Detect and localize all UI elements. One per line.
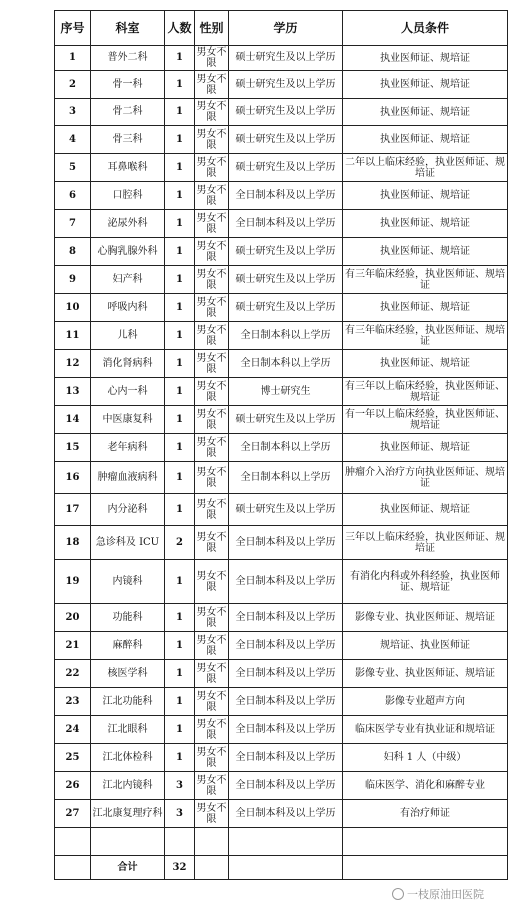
cell-gender: 男女不限 bbox=[195, 350, 229, 378]
cell-gender: 男女不限 bbox=[195, 71, 229, 99]
cell-serial: 6 bbox=[55, 182, 91, 210]
header-headcount: 人数 bbox=[165, 11, 195, 46]
cell-headcount: 1 bbox=[165, 406, 195, 434]
cell-gender: 男女不限 bbox=[195, 210, 229, 238]
cell-department: 呼吸内科 bbox=[91, 294, 165, 322]
total-empty-cell bbox=[343, 856, 508, 880]
total-empty-cell bbox=[195, 856, 229, 880]
cell-serial: 25 bbox=[55, 744, 91, 772]
cell-headcount: 1 bbox=[165, 99, 195, 126]
cell-headcount: 1 bbox=[165, 182, 195, 210]
cell-requirements: 执业医师证、规培证 bbox=[343, 99, 508, 126]
cell-requirements: 妇科 1 人（中级） bbox=[343, 744, 508, 772]
cell-serial: 15 bbox=[55, 434, 91, 462]
cell-department: 骨二科 bbox=[91, 99, 165, 126]
table-row bbox=[55, 210, 508, 238]
total-empty-cell bbox=[229, 856, 343, 880]
header-row bbox=[55, 11, 508, 46]
cell-department: 江北体检科 bbox=[91, 744, 165, 772]
cell-education: 全日制本科及以上学历 bbox=[229, 744, 343, 772]
cell-serial: 7 bbox=[55, 210, 91, 238]
cell-requirements: 有消化内科或外科经验，执业医师证、规培证 bbox=[343, 560, 508, 604]
table-row bbox=[55, 660, 508, 688]
table-row bbox=[55, 434, 508, 462]
cell-department: 核医学科 bbox=[91, 660, 165, 688]
wechat-icon bbox=[392, 888, 404, 900]
cell-requirements: 临床医学、消化和麻醉专业 bbox=[343, 772, 508, 800]
table-row bbox=[55, 294, 508, 322]
cell-headcount: 1 bbox=[165, 688, 195, 716]
header-department: 科室 bbox=[91, 11, 165, 46]
header-gender: 性别 bbox=[195, 11, 229, 46]
cell-gender: 男女不限 bbox=[195, 99, 229, 126]
table-row bbox=[55, 46, 508, 71]
cell-serial: 14 bbox=[55, 406, 91, 434]
cell-gender: 男女不限 bbox=[195, 744, 229, 772]
cell-requirements: 执业医师证、规培证 bbox=[343, 182, 508, 210]
cell-requirements: 有三年以上临床经验，执业医师证、规培证 bbox=[343, 378, 508, 406]
total-label: 合计 bbox=[91, 856, 165, 880]
cell-serial: 4 bbox=[55, 126, 91, 154]
table-row bbox=[55, 632, 508, 660]
cell-headcount: 1 bbox=[165, 744, 195, 772]
cell-serial: 18 bbox=[55, 526, 91, 560]
cell-serial: 21 bbox=[55, 632, 91, 660]
table-body bbox=[55, 46, 508, 880]
cell-gender: 男女不限 bbox=[195, 154, 229, 182]
table-row bbox=[55, 494, 508, 526]
cell-serial: 22 bbox=[55, 660, 91, 688]
cell-serial: 23 bbox=[55, 688, 91, 716]
cell-serial: 20 bbox=[55, 604, 91, 632]
table-row bbox=[55, 266, 508, 294]
cell-department: 口腔科 bbox=[91, 182, 165, 210]
total-row bbox=[55, 856, 508, 880]
cell-requirements: 执业医师证、规培证 bbox=[343, 494, 508, 526]
cell-department: 江北功能科 bbox=[91, 688, 165, 716]
table-row bbox=[55, 99, 508, 126]
cell-requirements: 执业医师证、规培证 bbox=[343, 71, 508, 99]
total-empty-cell bbox=[55, 856, 91, 880]
cell-headcount: 1 bbox=[165, 604, 195, 632]
cell-department: 急诊科及 ICU bbox=[91, 526, 165, 560]
cell-gender: 男女不限 bbox=[195, 462, 229, 494]
cell-gender: 男女不限 bbox=[195, 800, 229, 828]
cell-requirements: 执业医师证、规培证 bbox=[343, 126, 508, 154]
cell-serial: 16 bbox=[55, 462, 91, 494]
cell-headcount: 1 bbox=[165, 210, 195, 238]
cell-department: 麻醉科 bbox=[91, 632, 165, 660]
cell-department: 功能科 bbox=[91, 604, 165, 632]
cell-serial: 27 bbox=[55, 800, 91, 828]
cell-education: 硕士研究生及以上学历 bbox=[229, 46, 343, 71]
cell-requirements: 有三年临床经验，执业医师证、规培证 bbox=[343, 266, 508, 294]
cell-gender: 男女不限 bbox=[195, 632, 229, 660]
cell-requirements: 二年以上临床经验，执业医师证、规培证 bbox=[343, 154, 508, 182]
cell-gender: 男女不限 bbox=[195, 560, 229, 604]
cell-serial: 10 bbox=[55, 294, 91, 322]
cell-education: 全日制本科及以上学历 bbox=[229, 800, 343, 828]
cell-headcount: 1 bbox=[165, 560, 195, 604]
cell-serial: 17 bbox=[55, 494, 91, 526]
cell-education: 全日制本科以上学历 bbox=[229, 322, 343, 350]
cell-department: 江北内镜科 bbox=[91, 772, 165, 800]
table-row bbox=[55, 350, 508, 378]
cell-gender: 男女不限 bbox=[196, 47, 227, 69]
cell-serial: 8 bbox=[55, 238, 91, 266]
cell-education: 硕士研究生及以上学历 bbox=[229, 294, 343, 322]
cell-requirements: 执业医师证、规培证 bbox=[343, 434, 508, 462]
cell-headcount: 3 bbox=[165, 800, 195, 828]
cell-department: 耳鼻喉科 bbox=[91, 154, 165, 182]
cell-education: 全日制本科以上学历 bbox=[229, 434, 343, 462]
cell-headcount: 1 bbox=[165, 462, 195, 494]
cell-department: 骨一科 bbox=[91, 71, 165, 99]
cell-department: 心胸乳腺外科 bbox=[91, 238, 165, 266]
cell-requirements: 影像专业、执业医师证、规培证 bbox=[343, 604, 508, 632]
cell-gender: 男女不限 bbox=[195, 494, 229, 526]
recruitment-table-container bbox=[54, 10, 507, 880]
cell-serial: 2 bbox=[55, 71, 91, 99]
table-row bbox=[55, 322, 508, 350]
table-row bbox=[55, 238, 508, 266]
cell-department: 江北康复理疗科 bbox=[91, 800, 165, 828]
cell-requirements: 临床医学专业有执业证和规培证 bbox=[343, 716, 508, 744]
cell-requirements: 执业医师证、规培证 bbox=[343, 210, 508, 238]
cell-department: 骨三科 bbox=[91, 126, 165, 154]
cell-requirements: 规培证、执业医师证 bbox=[343, 632, 508, 660]
cell-serial: 12 bbox=[55, 350, 91, 378]
table-row bbox=[55, 688, 508, 716]
header-education: 学历 bbox=[229, 11, 343, 46]
cell-headcount: 1 bbox=[165, 378, 195, 406]
cell-serial: 5 bbox=[55, 154, 91, 182]
cell-education: 硕士研究生及以上学历 bbox=[229, 126, 343, 154]
cell-serial: 26 bbox=[55, 772, 91, 800]
cell-department: 妇产科 bbox=[91, 266, 165, 294]
cell-education: 硕士研究生及以上学历 bbox=[229, 99, 343, 126]
cell-department: 消化肾病科 bbox=[91, 350, 165, 378]
empty-cell bbox=[195, 828, 229, 856]
watermark-text: 一枝原油田医院 bbox=[407, 888, 484, 901]
table-row bbox=[55, 800, 508, 828]
cell-education: 全日制本科及以上学历 bbox=[229, 632, 343, 660]
empty-cell bbox=[343, 828, 508, 856]
cell-education: 全日制本科以上学历 bbox=[229, 350, 343, 378]
cell-requirements: 影像专业、执业医师证、规培证 bbox=[343, 660, 508, 688]
cell-gender: 男女不限 bbox=[195, 604, 229, 632]
cell-education: 全日制本科及以上学历 bbox=[229, 660, 343, 688]
cell-gender: 男女不限 bbox=[195, 526, 229, 560]
cell-department: 肿瘤血液病科 bbox=[91, 462, 165, 494]
cell-department: 内镜科 bbox=[91, 560, 165, 604]
cell-headcount: 1 bbox=[165, 350, 195, 378]
cell-headcount: 1 bbox=[165, 434, 195, 462]
cell-serial: 24 bbox=[55, 716, 91, 744]
cell-serial: 3 bbox=[55, 99, 91, 126]
cell-headcount: 1 bbox=[165, 660, 195, 688]
empty-cell bbox=[165, 828, 195, 856]
cell-headcount: 1 bbox=[165, 238, 195, 266]
cell-gender: 男女不限 bbox=[195, 378, 229, 406]
cell-serial: 9 bbox=[55, 266, 91, 294]
cell-department: 内分泌科 bbox=[91, 494, 165, 526]
total-count: 32 bbox=[165, 856, 195, 880]
cell-education: 硕士研究生及以上学历 bbox=[229, 266, 343, 294]
cell-gender: 男女不限 bbox=[195, 716, 229, 744]
cell-headcount: 1 bbox=[165, 294, 195, 322]
cell-requirements: 执业医师证、规培证 bbox=[343, 46, 508, 71]
cell-serial: 1 bbox=[55, 46, 91, 71]
cell-headcount: 1 bbox=[165, 322, 195, 350]
cell-department: 老年病科 bbox=[91, 434, 165, 462]
cell-serial: 19 bbox=[55, 560, 91, 604]
table-row bbox=[55, 716, 508, 744]
empty-row bbox=[55, 828, 508, 856]
cell-headcount: 1 bbox=[165, 154, 195, 182]
cell-requirements: 执业医师证、规培证 bbox=[343, 238, 508, 266]
table-row bbox=[55, 462, 508, 494]
table-row bbox=[55, 378, 508, 406]
cell-headcount: 1 bbox=[165, 632, 195, 660]
cell-requirements: 有三年临床经验，执业医师证、规培证 bbox=[343, 322, 508, 350]
cell-education: 全日制本科以上学历 bbox=[229, 462, 343, 494]
cell-requirements: 执业医师证、规培证 bbox=[343, 350, 508, 378]
table-row bbox=[55, 526, 508, 560]
cell-education: 全日制本科及以上学历 bbox=[229, 772, 343, 800]
cell-headcount: 1 bbox=[165, 46, 195, 71]
cell-gender: 男女不限 bbox=[195, 322, 229, 350]
cell-gender: 男女不限 bbox=[195, 238, 229, 266]
cell-education: 硕士研究生及以上学历 bbox=[229, 406, 343, 434]
cell-headcount: 3 bbox=[165, 772, 195, 800]
watermark bbox=[392, 886, 484, 902]
table-row bbox=[55, 71, 508, 99]
cell-department: 江北眼科 bbox=[91, 716, 165, 744]
cell-gender: 男女不限 bbox=[195, 294, 229, 322]
cell-department: 中医康复科 bbox=[91, 406, 165, 434]
table-row bbox=[55, 604, 508, 632]
cell-requirements: 有治疗师证 bbox=[343, 800, 508, 828]
cell-gender: 男女不限 bbox=[195, 182, 229, 210]
cell-department: 儿科 bbox=[91, 322, 165, 350]
table-row bbox=[55, 126, 508, 154]
cell-department: 泌尿外科 bbox=[91, 210, 165, 238]
cell-education: 硕士研究生及以上学历 bbox=[229, 154, 343, 182]
cell-requirements: 有一年以上临床经验，执业医师证、规培证 bbox=[343, 406, 508, 434]
cell-department: 心内一科 bbox=[91, 378, 165, 406]
cell-education: 硕士研究生及以上学历 bbox=[229, 238, 343, 266]
cell-education: 全日制本科及以上学历 bbox=[229, 604, 343, 632]
cell-headcount: 1 bbox=[165, 494, 195, 526]
recruitment-table bbox=[54, 10, 508, 880]
cell-gender: 男女不限 bbox=[195, 660, 229, 688]
cell-headcount: 1 bbox=[165, 126, 195, 154]
table-row bbox=[55, 772, 508, 800]
cell-education: 硕士研究生及以上学历 bbox=[229, 494, 343, 526]
table-row bbox=[55, 744, 508, 772]
cell-education: 全日制本科及以上学历 bbox=[229, 688, 343, 716]
cell-gender: 男女不限 bbox=[195, 434, 229, 462]
cell-department: 普外二科 bbox=[91, 46, 165, 71]
cell-headcount: 2 bbox=[165, 526, 195, 560]
cell-requirements: 影像专业超声方向 bbox=[343, 688, 508, 716]
cell-education: 全日制本科及以上学历 bbox=[229, 560, 343, 604]
cell-education: 全日制本科及以上学历 bbox=[229, 526, 343, 560]
cell-requirements: 三年以上临床经验，执业医师证、规培证 bbox=[343, 526, 508, 560]
cell-education: 博士研究生 bbox=[229, 378, 343, 406]
cell-gender: 男女不限 bbox=[195, 688, 229, 716]
cell-gender: 男女不限 bbox=[195, 772, 229, 800]
table-row bbox=[55, 154, 508, 182]
cell-requirements: 肿瘤介入治疗方向执业医师证、规培证 bbox=[343, 462, 508, 494]
empty-cell bbox=[91, 828, 165, 856]
cell-gender: 男女不限 bbox=[195, 406, 229, 434]
cell-education: 硕士研究生及以上学历 bbox=[229, 71, 343, 99]
cell-headcount: 1 bbox=[165, 71, 195, 99]
cell-serial: 13 bbox=[55, 378, 91, 406]
empty-cell bbox=[55, 828, 91, 856]
table-row bbox=[55, 182, 508, 210]
cell-requirements: 执业医师证、规培证 bbox=[343, 294, 508, 322]
cell-education: 全日制本科及以上学历 bbox=[229, 716, 343, 744]
header-serial: 序号 bbox=[55, 11, 91, 46]
table-row bbox=[55, 560, 508, 604]
cell-education: 全日制本科及以上学历 bbox=[229, 210, 343, 238]
cell-serial: 11 bbox=[55, 322, 91, 350]
cell-headcount: 1 bbox=[165, 716, 195, 744]
cell-gender: 男女不限 bbox=[195, 266, 229, 294]
header-requirements: 人员条件 bbox=[343, 11, 508, 46]
cell-gender: 男女不限 bbox=[195, 126, 229, 154]
cell-education: 全日制本科及以上学历 bbox=[229, 182, 343, 210]
cell-headcount: 1 bbox=[165, 266, 195, 294]
empty-cell bbox=[229, 828, 343, 856]
table-row bbox=[55, 406, 508, 434]
